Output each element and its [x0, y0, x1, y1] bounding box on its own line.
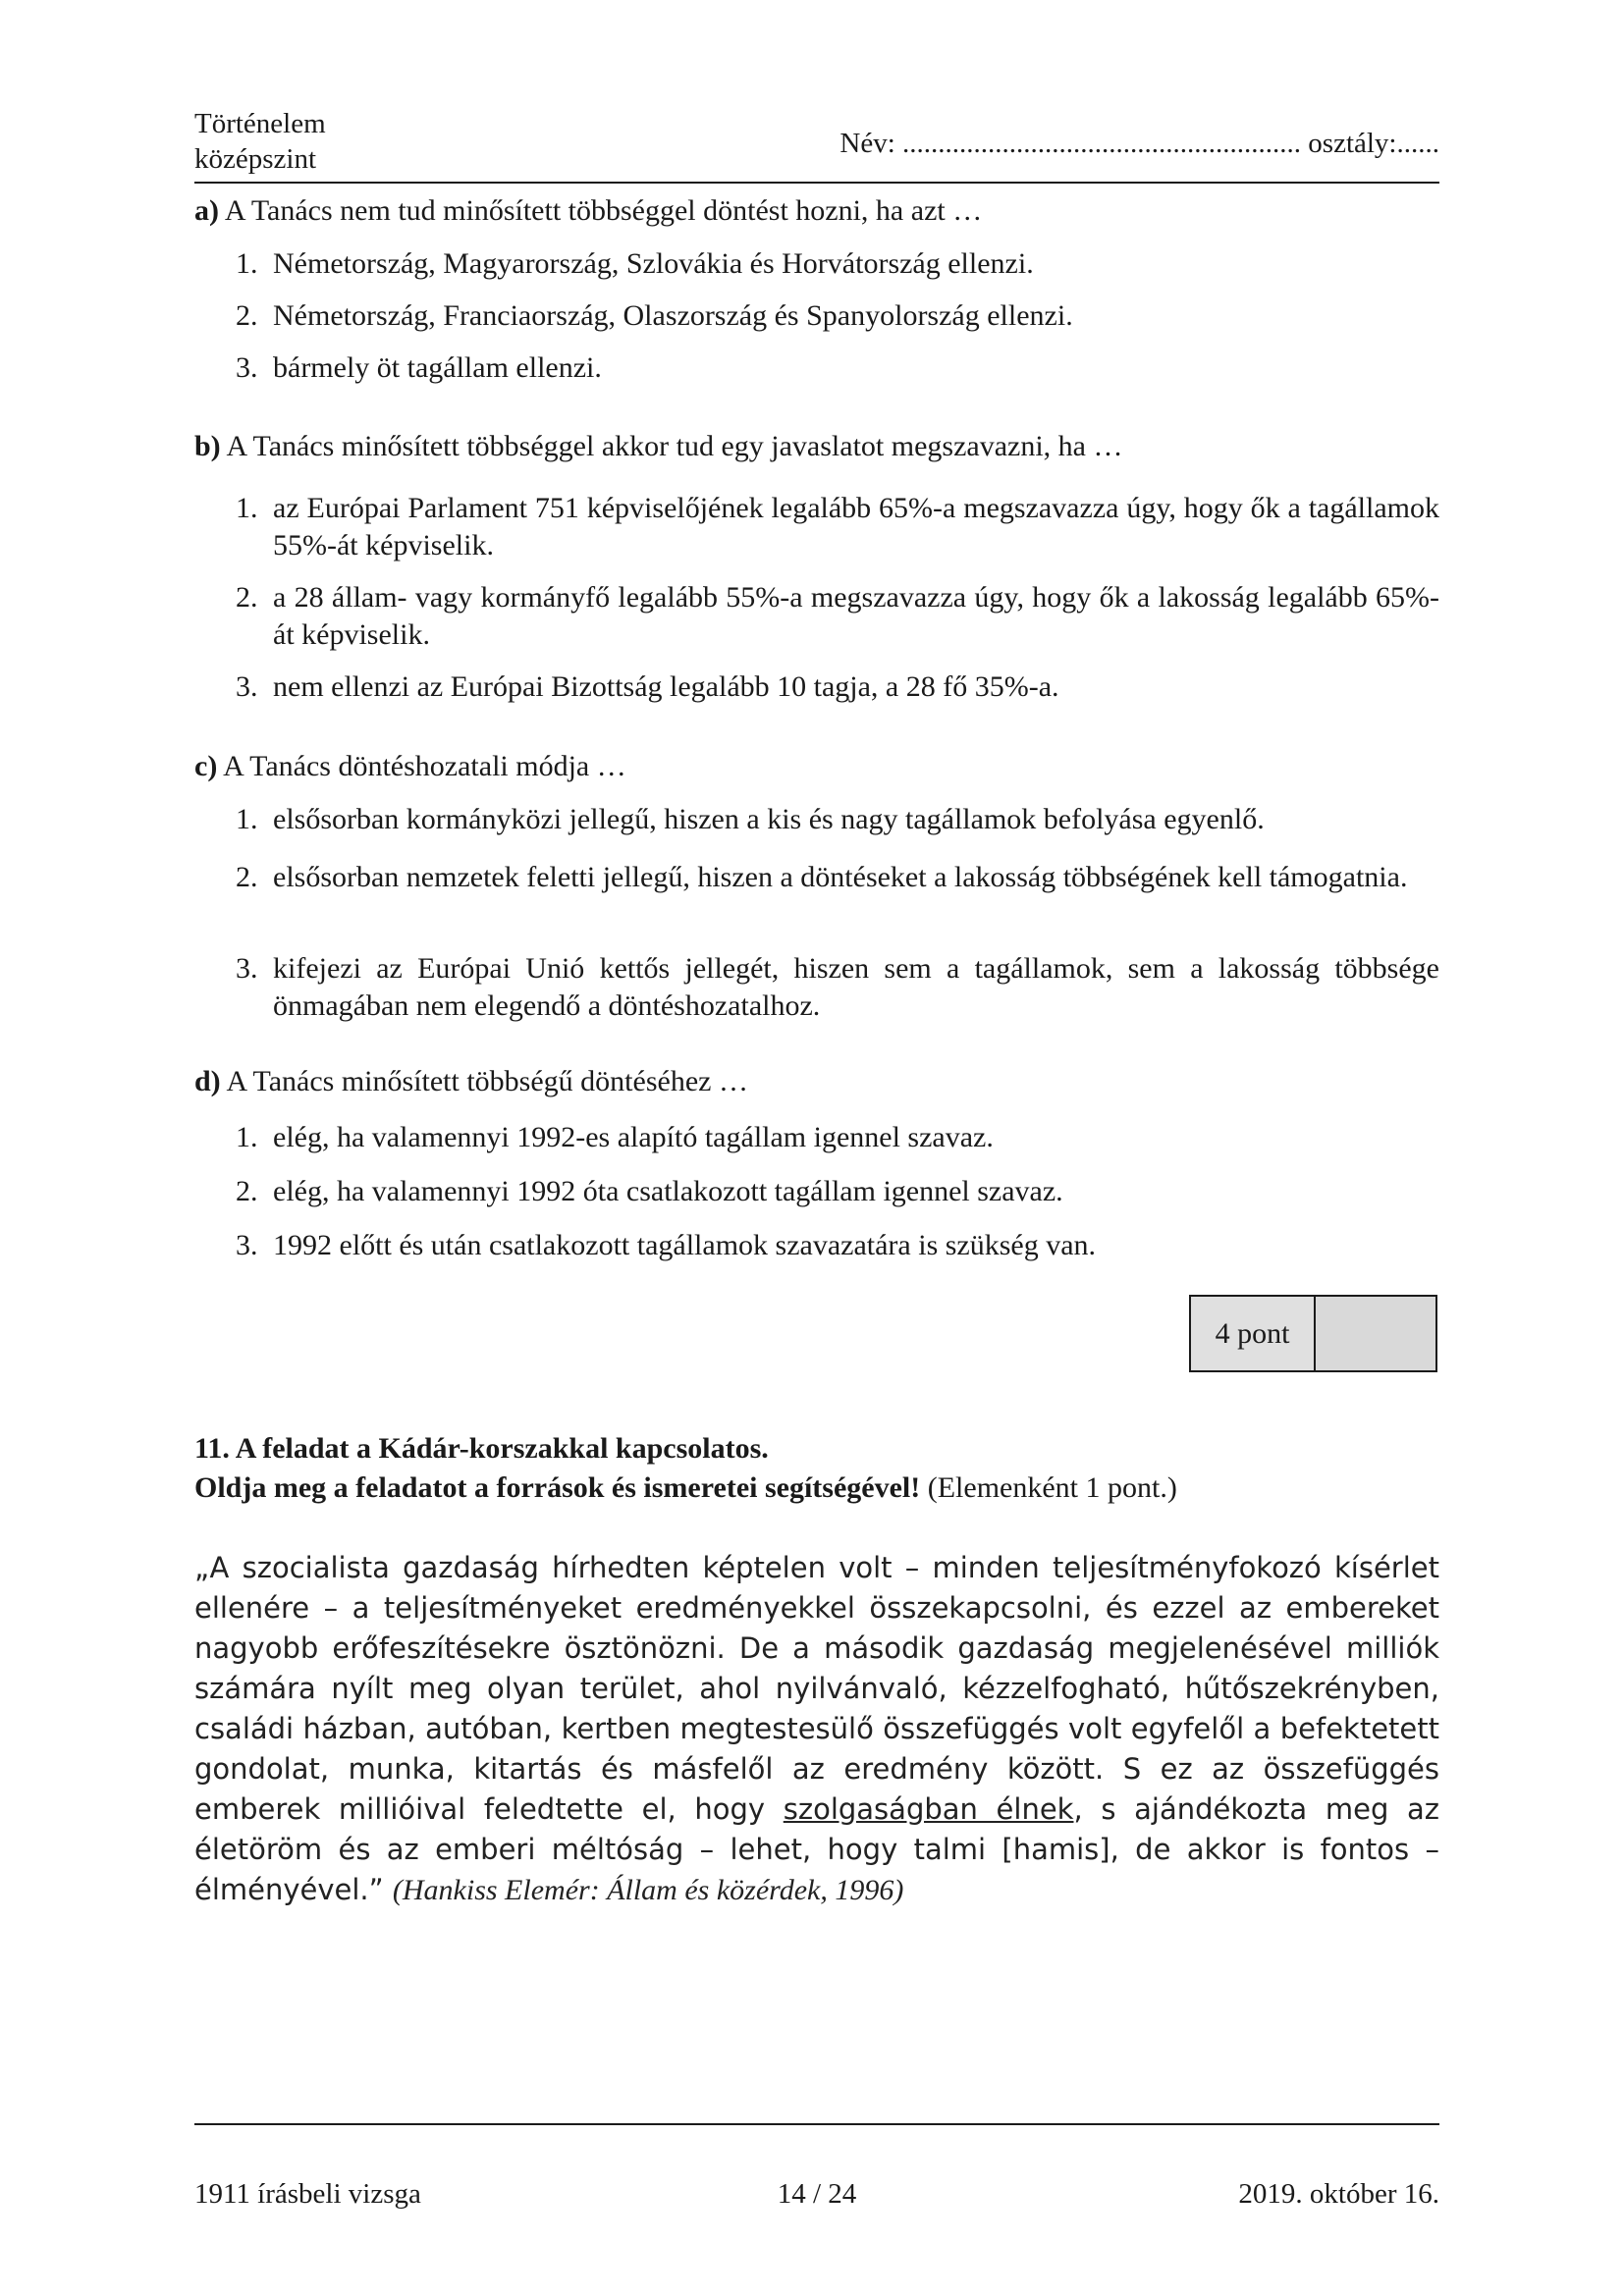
option-a-3: 3. bármely öt tagállam ellenzi. — [236, 351, 602, 384]
option-a-2: 2. Németország, Franciaország, Olaszország és Spanyolország ellenzi. — [236, 299, 1073, 332]
name-class-field: Név: ........................................................ osztály:...... — [839, 128, 1439, 159]
option-c-2: 2. elsősorban nemzetek feletti jellegű, hiszen a döntéseket a lakosság többségének kell támogatnia. — [236, 861, 1408, 893]
score-entry-field[interactable] — [1316, 1297, 1435, 1370]
quote-line: emberek millióival feledtette el, hogy szolgaságban élnek, s ajándékozta meg az — [194, 1792, 1439, 1826]
footer-date: 2019. október 16. — [1238, 2178, 1439, 2210]
underlined-phrase: szolgaságban élnek — [783, 1792, 1074, 1826]
footer-exam-code: 1911 írásbeli vizsga — [194, 2178, 421, 2210]
quote-line: életöröm és az emberi méltóság – lehet, hogy talmi [hamis], de akkor is fontos – — [194, 1833, 1439, 1866]
question-b-prompt: b) A Tanács minősített többséggel akkor tud egy javaslatot megszavazni, ha … — [194, 430, 1123, 462]
quote-line: ellenére – a teljesítményeket eredményekkel összekapcsolni, és ezzel az embereket — [194, 1591, 1439, 1625]
header-subject-block — [194, 106, 326, 177]
level-label: középszint — [194, 143, 317, 175]
option-b-3: 3. nem ellenzi az Európai Bizottság legalább 10 tagja, a 28 fő 35%-a. — [236, 670, 1059, 703]
score-label: 4 pont — [1191, 1297, 1316, 1370]
page-footer — [194, 2123, 1439, 2210]
subject-label: Történelem — [194, 108, 326, 139]
option-b-2: 2. a 28 állam- vagy kormányfő legalább 55%-a megszavazza úgy, hogy ők a lakosság legalább 65%-át képviselik. — [236, 581, 1439, 651]
quote-line: nagyobb erőfeszítésekre ösztönözni. De a második gazdaság megjelenésével milliók — [194, 1631, 1439, 1665]
quote-source: (Hankiss Elemér: Állam és közérdek, 1996) — [392, 1874, 904, 1906]
option-d-2: 2. elég, ha valamennyi 1992 óta csatlakozott tagállam igennel szavaz. — [236, 1175, 1063, 1207]
option-a-1: 1. Németország, Magyarország, Szlovákia és Horvátország ellenzi. — [236, 247, 1034, 280]
quote-line: családi házban, autóban, kertben megtestesülő összefüggés volt egyfelől a befektetett — [194, 1712, 1439, 1745]
page-header — [194, 106, 1439, 184]
option-c-1: 1. elsősorban kormányközi jellegű, hiszen a kis és nagy tagállamok befolyása egyenlő. — [236, 803, 1265, 835]
footer-page-number: 14 / 24 — [777, 2178, 857, 2210]
question-d-prompt: d) A Tanács minősített többségű döntéséhez … — [194, 1065, 748, 1097]
exam-page — [194, 0, 1439, 2296]
quote-line: „A szocialista gazdaság hírhedten képtelen volt – minden teljesítményfokozó kísérlet — [194, 1551, 1439, 1584]
quote-line-last: élményével.” (Hankiss Elemér: Állam és közérdek, 1996) — [194, 1873, 904, 1906]
source-quote — [194, 1548, 1439, 1910]
task-instruction: Oldja meg a feladatot a források és ismeretei segítségével! (Elemenként 1 pont.) — [194, 1471, 1177, 1504]
question-a-prompt: a) A Tanács nem tud minősített többséggel döntést hozni, ha azt … — [194, 194, 983, 227]
option-b-1: 1. az Európai Parlament 751 képviselőjének legalább 65%-a megszavazza úgy, hogy ők a tagállamok 55%-át képviselik. — [236, 492, 1439, 561]
option-d-3: 3. 1992 előtt és után csatlakozott tagállamok szavazatára is szükség van. — [236, 1229, 1097, 1261]
quote-line: számára nyílt meg olyan terület, ahol nyilvánvaló, kézzelfogható, hűtőszekrényben, — [194, 1672, 1439, 1705]
quote-line: gondolat, munka, kitartás és másfelől az eredmény között. S ez az összefüggés — [194, 1752, 1439, 1786]
score-box — [1189, 1295, 1437, 1372]
option-c-3: 3. kifejezi az Európai Unió kettős jellegét, hiszen sem a tagállamok, sem a lakosság többsége önmagában nem elegendő a döntéshozatalhoz. — [236, 952, 1439, 1022]
task-title: 11. A feladat a Kádár-korszakkal kapcsolatos. — [194, 1432, 769, 1465]
option-d-1: 1. elég, ha valamennyi 1992-es alapító tagállam igennel szavaz. — [236, 1121, 994, 1153]
question-c-prompt: c) A Tanács döntéshozatali módja … — [194, 750, 626, 782]
